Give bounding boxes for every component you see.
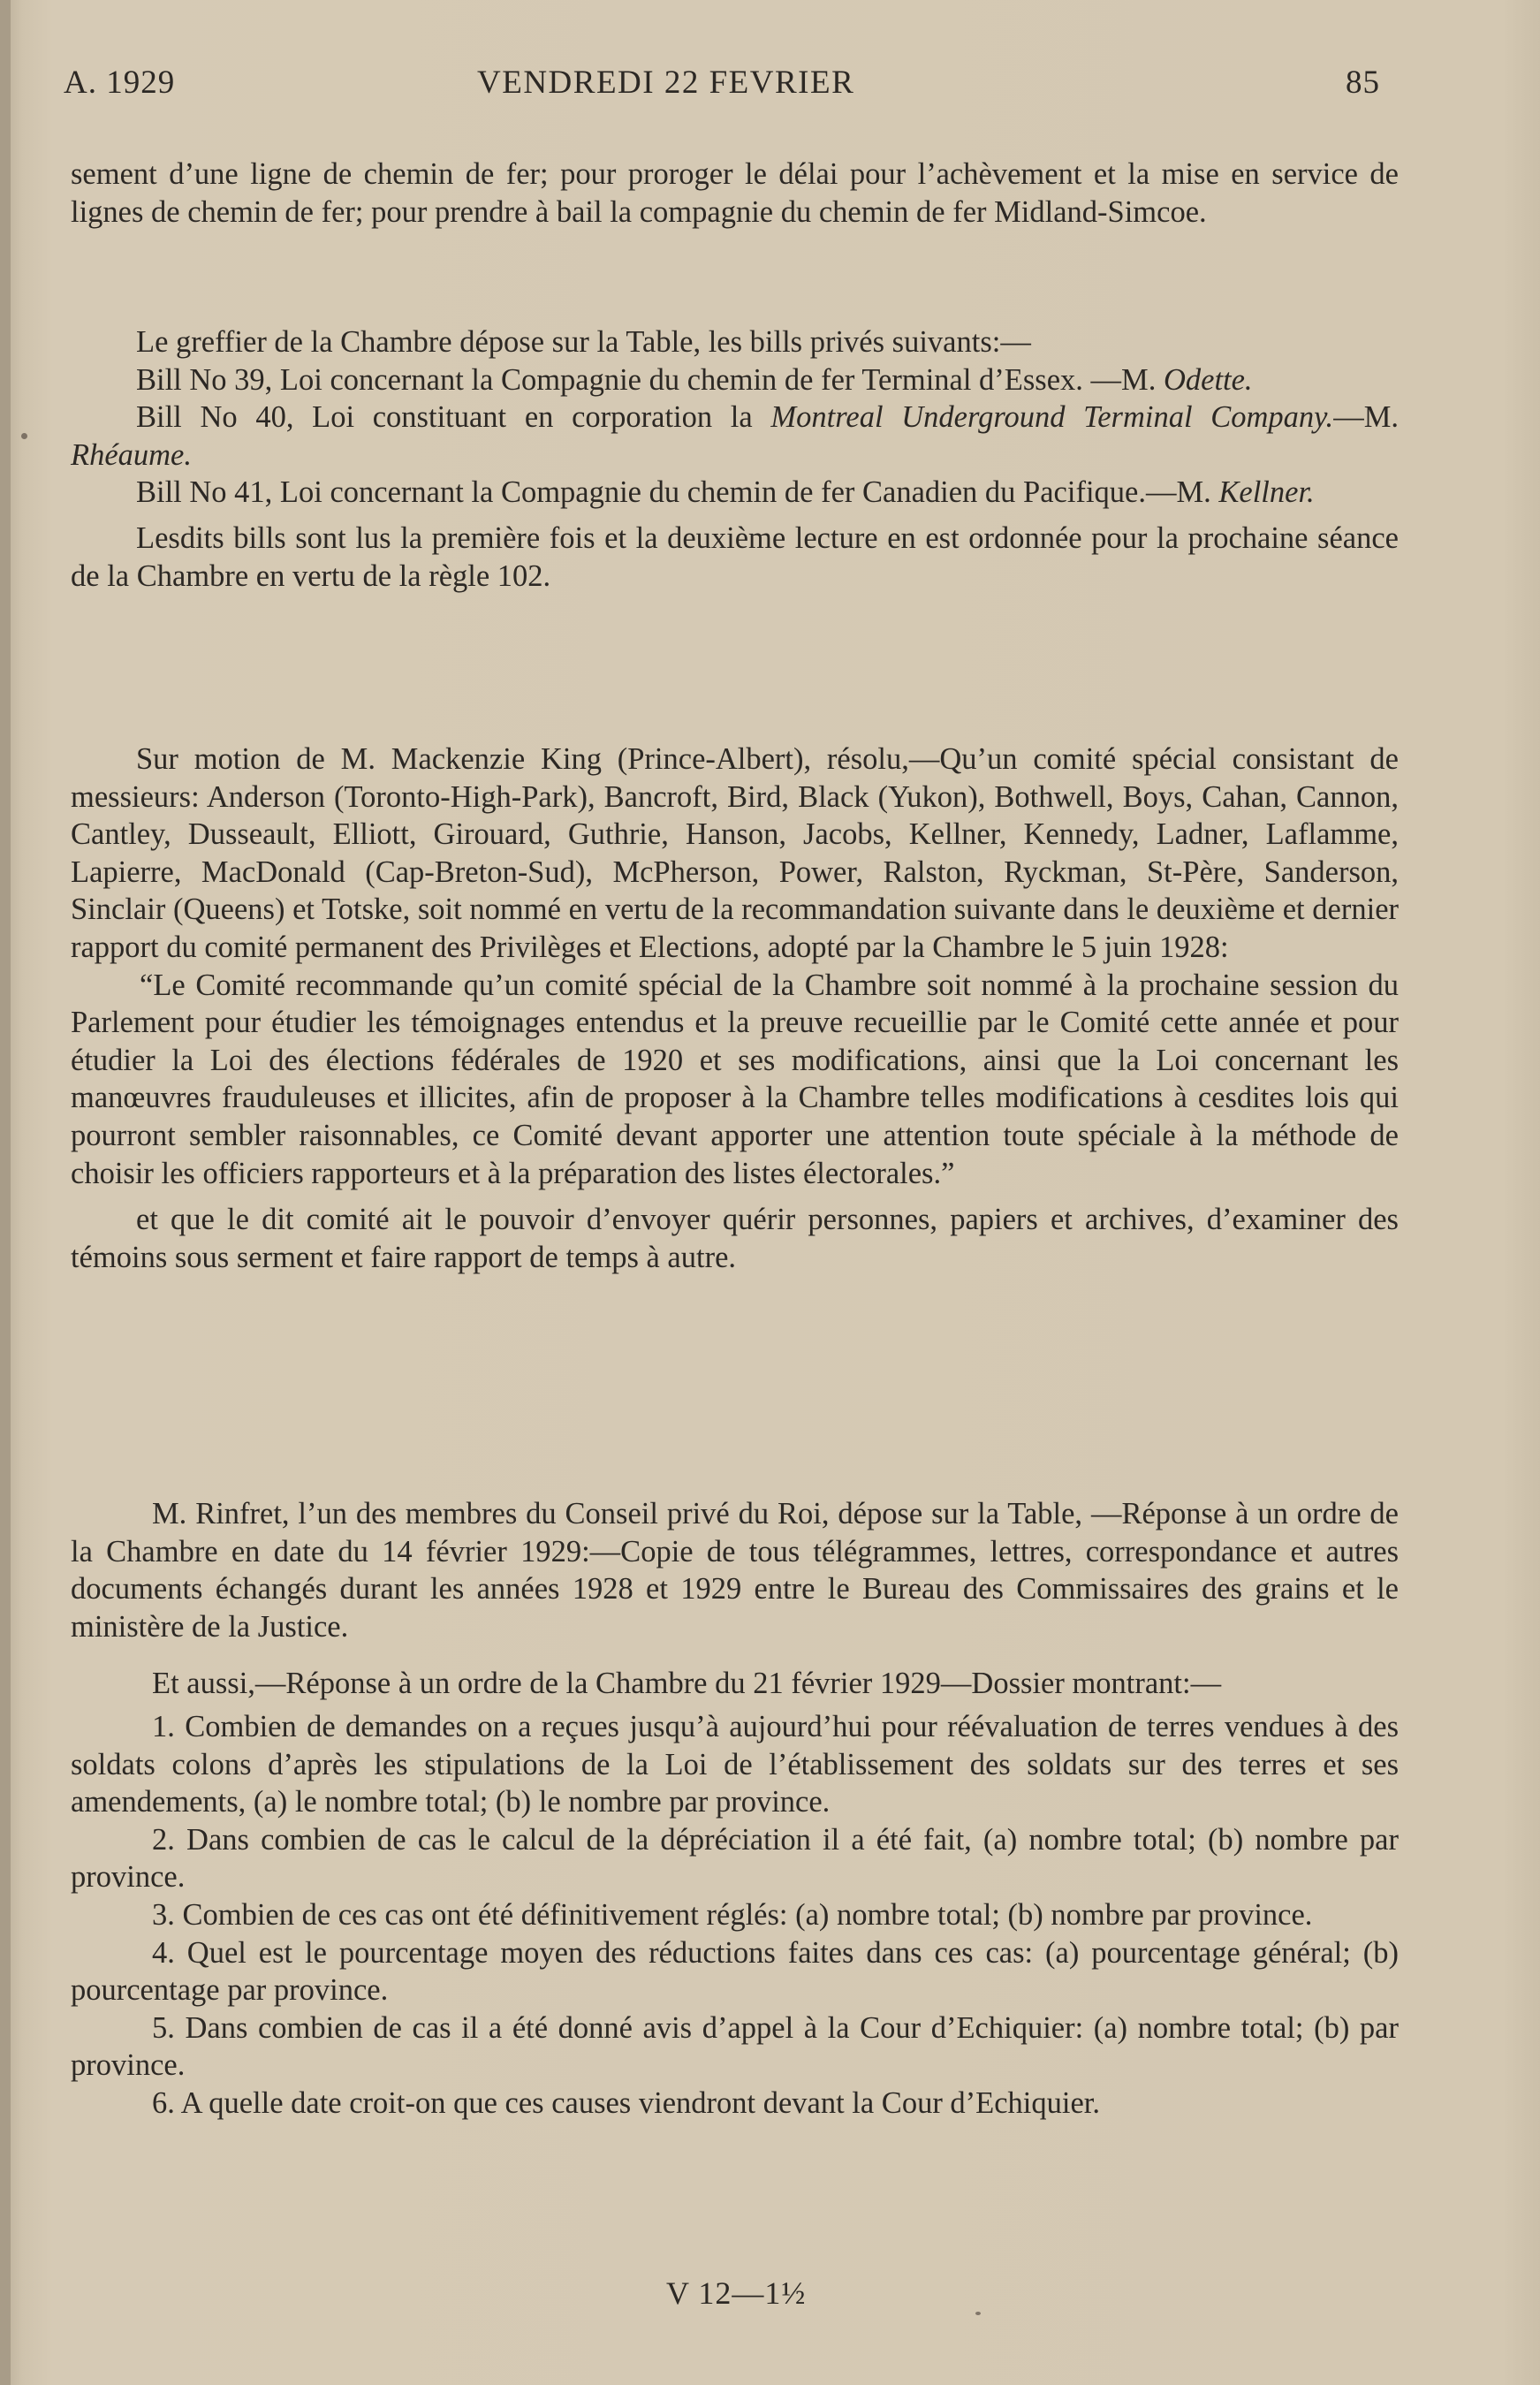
bill-39-sponsor: Odette.: [1163, 362, 1253, 397]
question-item: 3. Combien de ces cas ont été définitivement réglés: (a) nombre total; (b) nombre par province.: [152, 1897, 1313, 1932]
question-item: 1. Combien de demandes on a reçues jusqu’à aujourd’hui pour réévaluation de terres vendues à des soldats colons d’après les stipulations de la Loi de l’établissement des soldats sur des terres et ses amendements, (a) le nombre total; (b) le nombre par province.: [71, 1709, 1399, 1819]
bills-intro: Le greffier de la Chambre dépose sur la Table, les bills privés suivants:—: [136, 325, 1031, 359]
private-bills-section: [71, 323, 1399, 595]
page-number: 85: [1346, 65, 1380, 101]
aussi-return: Et aussi,—Réponse à un ordre de la Chambre du 21 février 1929—Dossier montrant:—: [152, 1667, 1222, 1701]
printer-signature-mark: V 12—1½: [666, 2275, 807, 2311]
committee-recommendation-quote: “Le Comité recommande qu’un comité spécial de la Chambre soit nommé à la prochaine session du Parlement pour étudier les témoignages entendus et la preuve recueillie par le Comité cette année et pour étudier la Loi des élections fédérales de 1920 et ses modifications, ainsi que la Loi concernant les manœuvres frauduleuses et illicites, afin de proposer à la Chambre telles modifications à cesdites lois qui pourront sembler raisonnables, ce Comité devant apporter une attention toute spéciale à la méthode de choisir les officiers rapporteurs et à la préparation des listes électorales.”: [71, 968, 1399, 1190]
committee-powers: et que le dit comité ait le pouvoir d’envoyer quérir personnes, papiers et archives, d’examiner des témoins sous serment et faire rapport de temps à autre.: [71, 1203, 1399, 1274]
bill-40-separator: —M.: [1333, 400, 1399, 435]
special-committee-section: [71, 741, 1399, 1276]
paper-speck: [21, 433, 27, 439]
header-session-year: A. 1929: [64, 65, 176, 101]
continuation-paragraph: [71, 156, 1399, 231]
continuation-text: sement d’une ligne de chemin de fer; pour proroger le délai pour l’achèvement et la mise en service de lignes de chemin de fer; pour prendre à bail la compagnie du chemin de fer Midland-Simcoe.: [71, 157, 1399, 229]
committee-motion: Sur motion de M. Mackenzie King (Prince-Albert), résolu,—Qu’un comité spécial consistant de messieurs: Anderson (Toronto-High-Park), Bancroft, Bird, Black (Yukon), Bothwell, Boys, Cahan, Cannon, Cantley, Dusseault, Elliott, Girouard, Guthrie, Hanson, Jacobs, Kellner, Kennedy, Ladner, Laflamme, Lapierre, MacDonald (Cap-Breton-Sud), McPherson, Power, Ralston, Ryckman, St-Père, Sanderson, Sinclair (Queens) et Totske, soit nommé en vertu de la recommandation suivante dans le deuxième et dernier rapport du comité permanent des Privilèges et Elections, adopté par la Chambre le 5 juin 1928:: [71, 742, 1399, 964]
bill-39-text: Bill No 39, Loi concernant la Compagnie du chemin de fer Terminal d’Essex. —M.: [136, 362, 1164, 397]
bill-40-sponsor: Rhéaume.: [71, 437, 192, 472]
bill-41-sponsor: Kellner.: [1218, 475, 1315, 510]
bill-40-company: Montreal Underground Terminal Company.: [770, 400, 1334, 435]
running-header: [64, 64, 1380, 108]
bills-reading: Lesdits bills sont lus la première fois et la deuxième lecture en est ordonnée pour la prochaine séance de la Chambre en vertu de la règle 102.: [71, 520, 1399, 593]
returns-section: [71, 1495, 1399, 2123]
question-item: 6. A quelle date croit-on que ces causes viendront devant la Cour d’Echiquier.: [152, 2085, 1101, 2120]
header-date: VENDREDI 22 FEVRIER: [477, 65, 855, 101]
paper-speck: [975, 2312, 981, 2315]
question-item: 2. Dans combien de cas le calcul de la dépréciation il a été fait, (a) nombre total; (b) nombre par province.: [71, 1822, 1399, 1895]
bill-41-text: Bill No 41, Loi concernant la Compagnie du chemin de fer Canadien du Pacifique.—M.: [136, 475, 1219, 510]
bill-40-text: Bill No 40, Loi constituant en corporation la: [136, 400, 771, 435]
page-binding-edge: [0, 0, 11, 2385]
question-item: 4. Quel est le pourcentage moyen des réductions faites dans ces cas: (a) pourcentage général; (b) pourcentage par province.: [71, 1935, 1399, 2008]
bill-41: [71, 474, 1399, 512]
question-item: 5. Dans combien de cas il a été donné avis d’appel à la Cour d’Echiquier: (a) nombre total; (b) par province.: [71, 2010, 1399, 2083]
rinfret-return: M. Rinfret, l’un des membres du Conseil privé du Roi, dépose sur la Table, —Réponse à un ordre de la Chambre en date du 14 février 1929:—Copie de tous télégrammes, lettres, correspondance et autres documents échangés durant les années 1928 et 1929 entre le Bureau des Commissaires des grains et le ministère de la Justice.: [71, 1497, 1399, 1644]
bill-39: [71, 361, 1399, 399]
bill-40: [71, 399, 1399, 474]
